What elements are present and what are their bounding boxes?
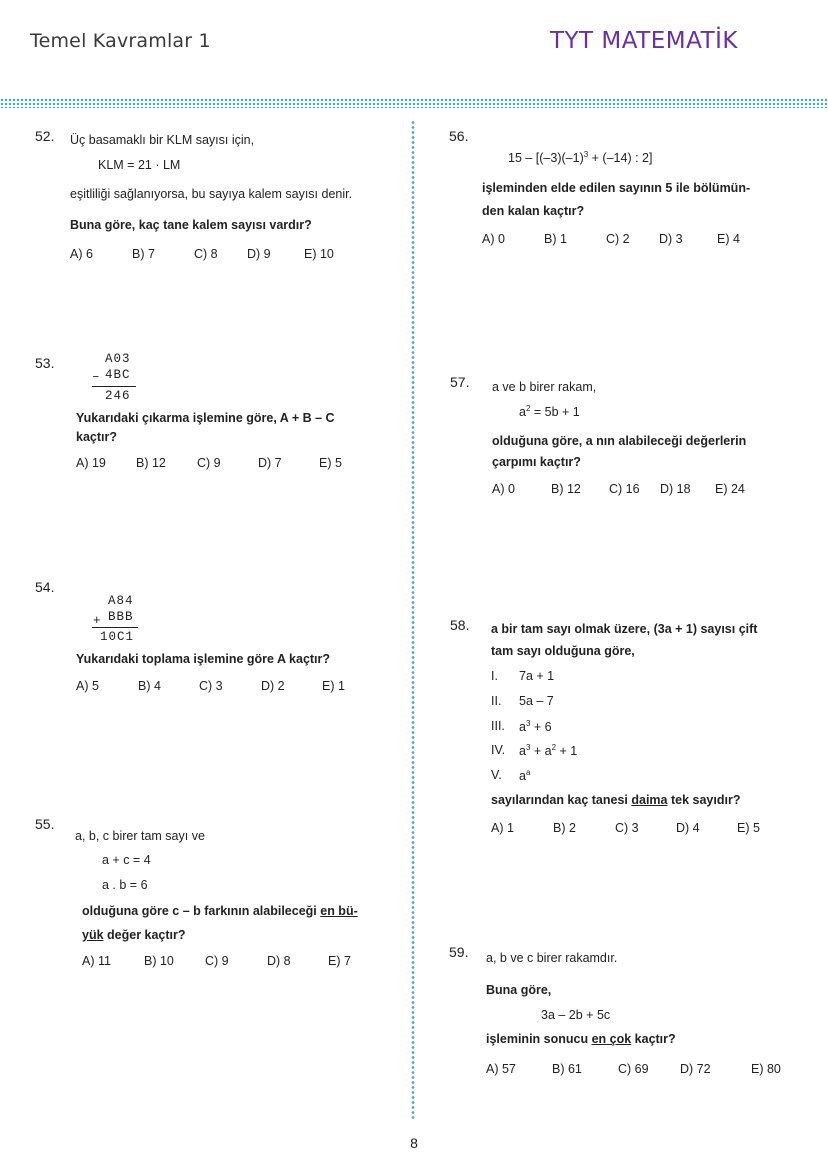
subtraction-row-1: A03: [105, 352, 131, 366]
option-d[interactable]: D) 2: [261, 679, 285, 693]
question-number: 55.: [35, 816, 55, 832]
expression: 7a + 1: [519, 669, 555, 683]
option-a[interactable]: A) 1: [491, 821, 514, 835]
roman-label: V.: [491, 768, 502, 782]
question-number: 56.: [449, 128, 469, 144]
question-number: 58.: [450, 617, 470, 633]
question-text: a bir tam sayı olmak üzere, (3a + 1) sayısı çift: [491, 622, 758, 636]
plus-sign: +: [93, 614, 102, 628]
header-left-title: Temel Kavramlar 1: [30, 30, 211, 52]
equation: KLM = 21 · LM: [98, 158, 181, 172]
option-a[interactable]: A) 6: [70, 247, 93, 261]
option-e[interactable]: E) 10: [304, 247, 334, 261]
question-text: eşitliliği sağlanıyorsa, bu sayıya kalem sayısı denir.: [70, 187, 353, 201]
answer-options: [492, 482, 745, 496]
option-a[interactable]: A) 0: [492, 482, 515, 496]
question-text: tam sayı olduğuna göre,: [491, 644, 635, 658]
question-number: 59.: [449, 944, 469, 960]
answer-options: [70, 247, 334, 261]
option-e[interactable]: E) 7: [328, 954, 351, 968]
option-d[interactable]: D) 9: [247, 247, 271, 261]
equation: $a^2 = 5b + 1$: [519, 404, 580, 420]
option-c[interactable]: C) 3: [199, 679, 223, 693]
option-e[interactable]: E) 4: [717, 232, 740, 246]
option-c[interactable]: C) 69: [618, 1062, 649, 1076]
roman-label: III.: [491, 719, 505, 733]
question-number: 52.: [35, 128, 55, 144]
expression: $a^a$: [519, 768, 531, 784]
option-c[interactable]: C) 8: [194, 247, 218, 261]
header-right-title: TYT MATEMATİK: [549, 28, 738, 54]
answer-options: [76, 679, 345, 693]
roman-label: I.: [491, 669, 498, 683]
answer-options: [486, 1062, 781, 1076]
question-prompt: yük değer kaçtır?: [82, 928, 186, 942]
addition-row-2: BBB: [108, 610, 134, 624]
expression: 5a – 7: [519, 694, 554, 708]
question-number: 54.: [35, 579, 55, 595]
question-prompt: den kalan kaçtır?: [482, 204, 585, 218]
question-prompt: kaçtır?: [76, 430, 117, 444]
question-prompt: işleminden elde edilen sayının 5 ile bölümün-: [482, 181, 751, 195]
equation: a . b = 6: [102, 878, 148, 892]
column-dotted-divider: [411, 120, 415, 1120]
option-c[interactable]: C) 9: [197, 456, 221, 470]
option-a[interactable]: A) 11: [82, 954, 111, 968]
question-number: 57.: [450, 374, 470, 390]
question-prompt: işleminin sonucu en çok kaçtır?: [486, 1032, 676, 1046]
question-prompt: olduğuna göre, a nın alabileceği değerlerin: [492, 434, 747, 448]
option-c[interactable]: C) 16: [609, 482, 640, 496]
question-prompt: olduğuna göre c – b farkının alabileceği en bü-: [82, 904, 358, 918]
answer-options: [482, 232, 740, 246]
question-prompt: sayılarından kaç tanesi daima tek sayıdır?: [491, 793, 741, 807]
question-text: a ve b birer rakam,: [492, 380, 597, 394]
question-text: Üç basamaklı bir KLM sayısı için,: [70, 133, 255, 147]
top-dotted-divider: [0, 98, 828, 108]
expression: $15 - [(-3)(-1)^3 + (-14)$ : 2]: [508, 150, 653, 166]
option-b[interactable]: B) 12: [136, 456, 166, 470]
option-c[interactable]: C) 2: [606, 232, 630, 246]
answer-options: [82, 954, 351, 968]
option-b[interactable]: B) 1: [544, 232, 567, 246]
option-b[interactable]: B) 4: [138, 679, 161, 693]
expression: 3a – 2b + 5c: [541, 1008, 611, 1022]
question-prompt: Yukarıdaki toplama işlemine göre A kaçtır?: [76, 652, 331, 666]
option-e[interactable]: E) 5: [737, 821, 760, 835]
answer-options: [76, 456, 342, 470]
option-d[interactable]: D) 8: [267, 954, 291, 968]
option-d[interactable]: D) 7: [258, 456, 282, 470]
page-number: 8: [410, 1135, 418, 1151]
option-d[interactable]: D) 72: [680, 1062, 711, 1076]
question-text: a, b ve c birer rakamdır.: [486, 951, 618, 965]
option-a[interactable]: A) 5: [76, 679, 99, 693]
question-prompt: Yukarıdaki çıkarma işlemine göre, A + B – C: [76, 411, 335, 425]
question-prompt: Buna göre,: [486, 983, 552, 997]
option-b[interactable]: B) 61: [552, 1062, 582, 1076]
question-number: 53.: [35, 355, 55, 371]
option-b[interactable]: B) 7: [132, 247, 155, 261]
option-b[interactable]: B) 12: [551, 482, 581, 496]
option-d[interactable]: D) 18: [660, 482, 691, 496]
option-b[interactable]: B) 2: [553, 821, 576, 835]
option-e[interactable]: E) 1: [322, 679, 345, 693]
option-d[interactable]: D) 3: [659, 232, 683, 246]
question-text: a, b, c birer tam sayı ve: [75, 829, 205, 843]
addition-result: 10C1: [100, 630, 135, 644]
option-c[interactable]: C) 9: [205, 954, 229, 968]
answer-options: [491, 821, 760, 835]
option-c[interactable]: C) 3: [615, 821, 639, 835]
question-prompt: Buna göre, kaç tane kalem sayısı vardır?: [70, 218, 312, 232]
option-a[interactable]: A) 57: [486, 1062, 516, 1076]
addition-line: [92, 627, 138, 628]
subtraction-row-2: 4BC: [105, 368, 131, 382]
subtraction-line: [92, 386, 136, 387]
expression: $a^3 + a^2 + 1$: [519, 743, 578, 759]
option-e[interactable]: E) 80: [751, 1062, 781, 1076]
roman-label: IV.: [491, 743, 506, 757]
option-d[interactable]: D) 4: [676, 821, 700, 835]
option-a[interactable]: A) 19: [76, 456, 106, 470]
addition-row-1: A84: [108, 594, 134, 608]
question-prompt: çarpımı kaçtır?: [492, 455, 581, 469]
option-a[interactable]: A) 0: [482, 232, 505, 246]
minus-sign: –: [92, 370, 101, 384]
subtraction-result: 246: [105, 389, 131, 403]
roman-label: II.: [491, 694, 502, 708]
expression: $a^3 + 6$: [519, 719, 552, 735]
option-b[interactable]: B) 10: [144, 954, 174, 968]
option-e[interactable]: E) 24: [715, 482, 745, 496]
option-e[interactable]: E) 5: [319, 456, 342, 470]
equation: a + c = 4: [102, 853, 151, 867]
